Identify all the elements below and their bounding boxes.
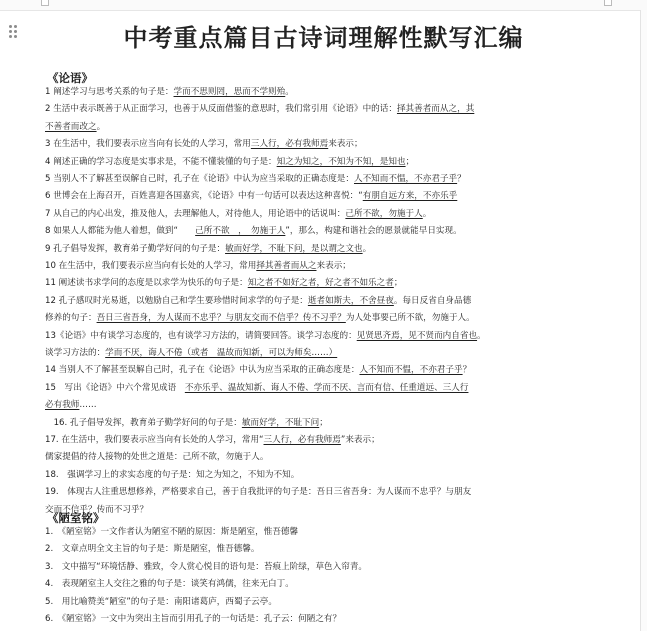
answer-text: 三人行，必有我师焉 xyxy=(250,139,329,150)
right-scroll-edge[interactable] xyxy=(640,10,647,631)
line-text: 3 在生活中，我们要表示应当向有长处的人学习，常用 xyxy=(45,139,251,150)
line-text: 2 生活中表示既善于从正面学习，也善于从反面借鉴的意思时，我们常引用《论语》中的话： xyxy=(45,104,397,115)
document-line xyxy=(45,576,294,593)
answer-text: 己所不欲 ， 勿施于人 xyxy=(195,226,286,237)
line-suffix: ； xyxy=(405,156,415,167)
line-text: 2. 文章点明全文主旨的句子是：斯是陋室，惟吾德馨。 xyxy=(45,544,260,555)
document-line xyxy=(45,293,471,310)
line-text: 9 孔子倡导发挥，教育弟子勤学好问的句子是： xyxy=(45,243,226,254)
answer-text: 必有我师 xyxy=(45,400,80,411)
line-text: 17. 在生活中，我们要表示应当向有长处的人学习，常用“ xyxy=(45,435,264,445)
document-line xyxy=(45,136,363,153)
document-line xyxy=(45,171,466,188)
line-suffix: 。 xyxy=(362,243,372,254)
document-top-bar xyxy=(0,0,647,11)
answer-text: 吾日三省吾身，为人谋而不忠乎？与朋友交而不信乎？传不习乎？ xyxy=(96,313,346,324)
top-margin-marker xyxy=(41,0,49,6)
answer-text: 择其善者而从之，其 xyxy=(396,104,475,115)
document-line xyxy=(45,362,471,379)
answer-text: 不亦乐乎、温故知新、诲人不倦、学而不厌、言而有信、任重道远、三人行 xyxy=(184,382,469,393)
document-line xyxy=(45,345,337,362)
line-text: 6 世博会在上海召开，百姓喜迎各国嘉宾，《论语》中有一句话可以表达这种喜悦：“ xyxy=(45,191,363,202)
document-line xyxy=(45,415,328,432)
line-suffix: ； xyxy=(319,417,328,428)
line-text: 1. 《陋室铭》一文作者认为陋室不陋的原因：斯是陋室，惟吾德馨 xyxy=(45,527,299,537)
answer-text: 人不知而不愠，不亦君子乎 xyxy=(359,365,463,376)
document-line xyxy=(45,559,367,576)
line-suffix: 。每日反省自身品德 xyxy=(393,295,472,306)
line-suffix: 来表示； xyxy=(316,261,351,271)
document-line xyxy=(45,310,475,327)
answer-text: 三人行，必有我师焉 xyxy=(263,435,341,445)
line-suffix: 来表示； xyxy=(328,139,363,150)
document-line xyxy=(45,467,299,484)
line-suffix: …… xyxy=(79,400,97,411)
answer-text: 己所不欲，勿施于人 xyxy=(345,208,423,219)
line-text: 14 当别人不了解甚至误解自己时，孔子在《论语》中认为应当采取的正确态度是： xyxy=(45,365,360,376)
document-line xyxy=(45,524,298,541)
line-text: 8 如果人人都能为他人着想，做到“ xyxy=(45,226,196,237)
top-margin-marker xyxy=(604,0,612,6)
document-line xyxy=(45,541,259,558)
document-line xyxy=(45,380,468,397)
line-text: 儒家提倡的待人接物的处世之道是：己所不欲，勿施于人。 xyxy=(45,452,269,463)
line-text: 10 在生活中，我们要表示应当向有长处的人学习，常用 xyxy=(45,261,257,271)
line-suffix: ？ xyxy=(462,365,472,376)
line-suffix: 。 xyxy=(477,330,486,341)
document-line xyxy=(45,484,471,501)
document-line xyxy=(45,594,277,611)
line-text: 3. 文中描写“环境恬静、雅致，令人赏心悦目的语句是：苔痕上阶绿，草色入帘青。 xyxy=(45,561,368,572)
answer-text: 知之者不如好之者，好之者不如乐之者 xyxy=(247,278,394,289)
line-text: 11 阐述读书求学问的态度是以求学为快乐的句子是： xyxy=(45,278,248,289)
answer-text: 人不知而不愠，不亦君子乎 xyxy=(353,174,458,184)
answer-text: 有朋自远方来，不亦乐乎 xyxy=(362,191,458,202)
document-line xyxy=(45,449,268,466)
line-text: 4 阐述正确的学习态度是实事求是，不能不懂装懂的句子是： xyxy=(45,156,277,167)
document-line xyxy=(45,188,457,205)
line-text: 7 从自己的内心出发，推及他人，去理解他人，对待他人，用论语中的话说叫： xyxy=(45,208,346,219)
answer-text: 择其善者而从之 xyxy=(256,261,317,271)
line-text: 19. 体现古人注重思想修养，严格要求自己，善于自我批评的句子是：吾日三省吾身：为人谋而不忠乎？与朋友 xyxy=(45,487,472,498)
document-line xyxy=(45,397,97,414)
line-text: 交而不信乎？传而不习乎？ xyxy=(45,504,149,515)
document-line xyxy=(45,611,341,628)
answer-text: 敏而好学，不耻下问，是以谓之文也 xyxy=(225,243,363,254)
answer-text: 不善者而改之 xyxy=(45,121,97,132)
answer-text: 知之为知之，不知为不知，是知也 xyxy=(276,156,406,167)
line-suffix: ”来表示； xyxy=(340,435,380,445)
answer-text: 逝者如斯夫，不舍昼夜 xyxy=(307,295,394,306)
document-line xyxy=(45,223,462,240)
document-line xyxy=(45,101,474,118)
line-text: 修养的句子： xyxy=(45,313,97,324)
line-suffix: 。 xyxy=(96,121,106,132)
document-line xyxy=(45,275,402,292)
line-text: 13《论语》中有谈学习态度的，也有谈学习方法的，请简要回答。谈学习态度的： xyxy=(45,330,357,341)
page-title: 中考重点篇目古诗词理解性默写汇编 xyxy=(123,24,524,52)
answer-text: 学而不厌，诲人不倦（或者 温故而知新，可以为师矣……） xyxy=(105,348,338,358)
answer-text: 敏而好学，不耻下问 xyxy=(241,417,320,428)
document-line xyxy=(45,206,431,223)
document-line xyxy=(45,84,294,101)
line-text: 谈学习方法的： xyxy=(45,348,106,358)
line-suffix: ； xyxy=(393,278,403,289)
line-suffix: 为人处事要己所不欲，勿施于人。 xyxy=(345,313,475,324)
line-suffix: ？ xyxy=(457,174,466,184)
line-text: 5 当别人不了解甚至误解自己时，孔子在《论语》中认为应当采取的正确态度是： xyxy=(45,174,354,184)
section-heading: 《陋室铭》 xyxy=(47,511,105,525)
line-suffix: 。 xyxy=(422,208,432,219)
line-suffix: ”，那么，构建和谐社会的愿景就能早日实现。 xyxy=(285,226,462,237)
document-line xyxy=(45,328,486,345)
line-suffix: 。 xyxy=(285,87,294,97)
line-text: 6. 《陋室铭》一文中为突出主旨而引用孔子的一句话是：孔子云：何陋之有？ xyxy=(45,614,342,624)
section-heading: 《论语》 xyxy=(47,71,93,85)
line-text: 18. 强调学习上的求实态度的句子是：知之为知之，不知为不知。 xyxy=(45,469,300,480)
line-text: 5. 用比喻赞美“陋室”的句子是：南阳诸葛庐，西蜀子云亭。 xyxy=(45,596,277,607)
answer-text: 学而不思则罔，思而不学则殆 xyxy=(173,87,286,97)
line-text: 15 写出《论语》中六个常见成语 xyxy=(45,382,185,393)
line-text: 16. 孔子倡导发挥，教育弟子勤学好问的句子是： xyxy=(45,417,242,428)
line-text: 1 阐述学习与思考关系的句子是： xyxy=(45,87,174,97)
document-line xyxy=(45,154,414,171)
document-line xyxy=(45,119,105,136)
line-text: 12 孔子感叹时光易逝，以勉励自己和学生要珍惜时间求学的句子是： xyxy=(45,295,308,306)
document-line xyxy=(45,432,380,449)
line-text: 4. 表现陋室主人交往之雅的句子是：谈笑有鸿儒，往来无白丁。 xyxy=(45,579,294,590)
document-line xyxy=(45,241,371,258)
document-line xyxy=(45,258,351,275)
answer-text: 见贤思齐焉，见不贤而内自省也 xyxy=(356,330,478,341)
